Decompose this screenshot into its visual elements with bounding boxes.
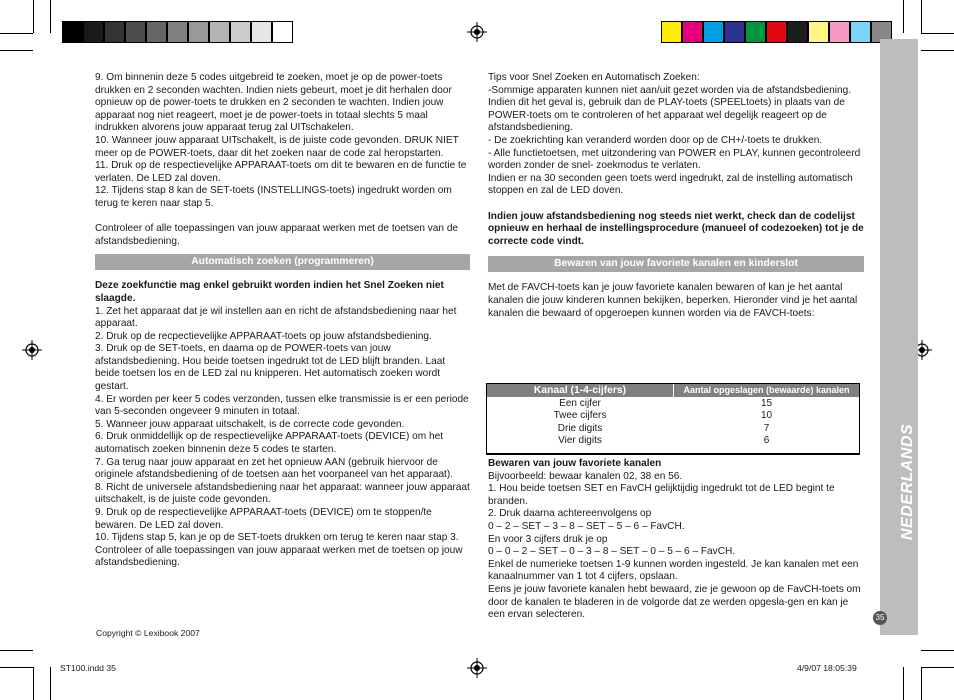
save-line: 2. Druk daarna achtereenvolgens op [488, 508, 652, 520]
bold-note: Indien jouw afstandsbediening nog steeds niet werkt, check dan de codelijst opnieuw en herhaal de instellingsprocedure (manueel of codezoeken) tot je de correcte code vindt. [488, 210, 864, 247]
paragraph: 9. Om binnenin deze 5 codes uitgebreid te zoeken, moet je op de power-toets drukken en 2 seconden wachten. Indien niets gebeurt, moet je dit herhalen door opnieuw op de power-toets te drukken en 2 seconden te wachten. Indien jouw apparaat nog niet reageert, moet je de power-toets in totaal slechts 5 maal indrukken alvorens jouw apparaat terug zal UITschakelen. [95, 72, 452, 134]
color-swatch [661, 21, 682, 43]
color-swatch [146, 21, 167, 43]
steps-list [95, 306, 470, 570]
language-side-tab [880, 39, 918, 635]
tip-line: -Sommige apparaten kunnen niet aan/uit gezet worden via de afstandsbediening. Indien dit het geval is, gebruik dan de PLAY-toets (SPEELtoets) in plaats van de POWER-toets om te controleren of het apparaat wel degelijk reageert op de afstandsbediening. [488, 84, 852, 134]
table-column-channel [487, 398, 673, 447]
crop-mark [0, 33, 33, 34]
table-cell-channel: Drie digits [557, 422, 603, 434]
step-item: 3. Druk op de SET-toets, en daarna op de POWER-toets van jouw afstandsbediening. Hou beide toetsen ingedrukt tot de LED blijft branden. Laat beide toetsen los en de LED zal nu knipperen. Het automatisch zoeken wordt gestart. [95, 343, 446, 393]
tip-line: Tips voor Snel Zoeken en Automatisch Zoeken: [488, 72, 700, 83]
color-swatch [188, 21, 209, 43]
step-item: 4. Er worden per keer 5 codes verzonden, tussen elke transmissie is er een periode van 5-seconden ongeveer 9 minuten in totaal. [95, 393, 469, 418]
color-swatch [125, 21, 146, 43]
language-label: NEDERLANDS [899, 423, 916, 540]
crop-mark [903, 0, 904, 33]
paragraph: 12. Tijdens stap 8 kan de SET-toets (INSTELLINGS-toets) ingedrukt worden om terug te keren naar stap 5. [95, 185, 452, 209]
table-cell-count: 10 [760, 410, 773, 422]
copyright: Copyright © Lexibook 2007 [96, 628, 200, 638]
save-line: 1. Hou beide toetsen SET en FavCH gelijktijdig ingedrukt tot de LED begint te branden. [488, 483, 835, 507]
registration-mark-icon [22, 340, 42, 360]
color-swatch [167, 21, 188, 43]
crop-mark [921, 650, 954, 651]
page-number: 35 [873, 611, 887, 625]
table-header-count: Aantal opgeslagen (bewaarde) kanalen [674, 384, 859, 397]
crop-mark [33, 0, 34, 33]
color-swatch [850, 21, 871, 43]
crop-mark [921, 33, 954, 34]
right-column [488, 72, 864, 320]
tip-line: Indien er na 30 seconden geen toets werd ingedrukt, zal de instelling automatisch stoppen en zal de LED doven. [488, 172, 853, 197]
color-swatch [829, 21, 850, 43]
registration-mark-icon [467, 658, 487, 678]
paragraph: 10. Wanneer jouw apparaat UITschakelt, is de juiste code gevonden. DRUK NIET meer op de POWER-toets, daar dit het zoeken naar de code zal heropstarten. [95, 134, 459, 159]
color-swatch [766, 21, 787, 43]
table-cell-count: 15 [760, 398, 773, 409]
crop-mark [33, 667, 34, 700]
crop-mark [0, 50, 33, 51]
table-cell-channel: Vier digits [558, 434, 602, 446]
save-favorites-block [488, 458, 864, 622]
step-item: 2. Druk op de recpectievelijke APPARAAT-toets op jouw afstandsbediening. [95, 330, 432, 342]
table-header-channel: Kanaal (1-4-cijfers) [487, 384, 673, 397]
step-item: 1. Zet het apparaat dat je wil instellen aan en richt de afstandsbediening naar het apparaat. [95, 305, 457, 330]
save-line: En voor 3 cijfers druk je op [488, 533, 608, 545]
step-item: 6. Druk onmiddellijk op de respectievelijke APPARAAT-toets (DEVICE) om het automatisch zoeken binnenin deze 5 codes te starten. [95, 431, 444, 456]
save-line: 0 – 2 – SET – 3 – 8 – SET – 5 – 6 – FavCH. [488, 520, 685, 532]
color-swatch [209, 21, 230, 43]
color-swatch [83, 21, 104, 43]
table-cell-count: 7 [763, 422, 770, 434]
favorite-intro: Met de FAVCH-toets kan je jouw favoriete kanalen bewaren of kan je het aantal kanalen die jouw kinderen kunnen bekijken, beperken. Hieronder vind je het aantal kanalen die bewaard of opgeroepen kunnen worden via de FAVCH-toets: [488, 282, 858, 319]
crop-mark [50, 667, 51, 700]
table-cell-channel: Een cijfer [559, 398, 601, 409]
step-item: 7. Ga terug naar jouw apparaat en zet het opnieuw AAN (gebruik hiervoor de originele afstandsbediening of de toetsen aan het voorpaneel van het apparaat). [95, 456, 454, 481]
save-line: Eens je jouw favoriete kanalen hebt bewaard, zie je gewoon op de FavCH-toets om door de kanalen te bladeren in de volgorde dat ze werden opgesla-gen en kan je een ervan selecteren. [488, 583, 861, 621]
step-item: 8. Richt de universele afstandsbediening naar het apparaat: wanneer jouw apparaat uitschakelt, is de juiste code gevonden. [95, 481, 470, 506]
crop-mark [0, 650, 33, 651]
color-swatch [787, 21, 808, 43]
color-swatch [272, 21, 293, 43]
crop-mark [921, 0, 922, 33]
channels-table [486, 383, 860, 455]
section-title-favorite-channels: Bewaren van jouw favoriete kanalen en kinderslot [488, 256, 864, 272]
table-cell-channel: Twee cijfers [553, 410, 607, 422]
color-swatch [251, 21, 272, 43]
color-swatch [745, 21, 766, 43]
crop-mark [921, 667, 922, 700]
tip-line: - Alle functietoetsen, met uitzondering van POWER en PLAY, kunnen gecontroleerd worden zonder de snel- zoekmodus te verlaten. [488, 147, 861, 172]
table-cell-count: 6 [763, 434, 770, 446]
tips-block [488, 72, 864, 198]
save-line: Enkel de numerieke toetsen 1-9 kunnen worden ingesteld. Je kan kanalen met een kanaalnummer van 1 tot 4 cijfers, opslaan. [488, 558, 859, 583]
crop-mark [50, 0, 51, 33]
color-swatch [230, 21, 251, 43]
section-title-automatic-search: Automatisch zoeken (programmeren) [95, 254, 470, 270]
top-paragraphs [95, 72, 470, 211]
bold-intro: Deze zoekfunctie mag enkel gebruikt worden indien het Snel Zoeken niet slaagde. [95, 280, 444, 304]
color-swatch [724, 21, 745, 43]
color-swatch [703, 21, 724, 43]
save-title: Bewaren van jouw favoriete kanalen [488, 458, 662, 469]
step-item: 9. Druk op de respectievelijke APPARAAT-toets (DEVICE) om te stoppen/te bewaren. De LED zal doven. [95, 507, 432, 531]
footer-date: 4/9/07 18:05:39 [797, 663, 857, 673]
footer-file: ST100.indd 35 [60, 663, 116, 673]
table-column-count [674, 398, 859, 447]
crop-mark [903, 667, 904, 700]
step-item: Controleer of alle toepassingen van jouw apparaat werken met de toetsen op jouw afstandsbediening. [95, 544, 463, 569]
left-column [95, 72, 470, 570]
color-swatch [808, 21, 829, 43]
step-item: 5. Wanneer jouw apparaat uitschakelt, is de correcte code gevonden. [95, 418, 405, 430]
paragraph: 11. Druk op de respectievelijke APPARAAT-toets om dit te bewaren en de functie te verlaten. De LED zal doven. [95, 160, 467, 184]
crop-mark [0, 667, 33, 668]
crop-mark [921, 667, 954, 668]
tip-line: - De zoekrichting kan veranderd worden door op de CH+/-toets te drukken. [488, 134, 823, 146]
color-swatch [62, 21, 83, 43]
step-item: 10. Tijdens stap 5, kan je op de SET-toets drukken om terug te keren naar stap 3. [95, 532, 459, 544]
color-swatch [682, 21, 703, 43]
save-lines [488, 471, 864, 622]
crop-mark [921, 50, 954, 51]
save-line: Bijvoorbeeld: bewaar kanalen 02, 38 en 56. [488, 470, 683, 482]
registration-mark-icon [467, 22, 487, 42]
color-swatch [104, 21, 125, 43]
control-paragraph: Controleer of alle toepassingen van jouw apparaat werken met de toetsen van de afstandsbediening. [95, 223, 459, 247]
save-line: 0 – 0 – 2 – SET – 0 – 3 – 8 – SET – 0 – 5 – 6 – FavCH. [488, 546, 736, 558]
